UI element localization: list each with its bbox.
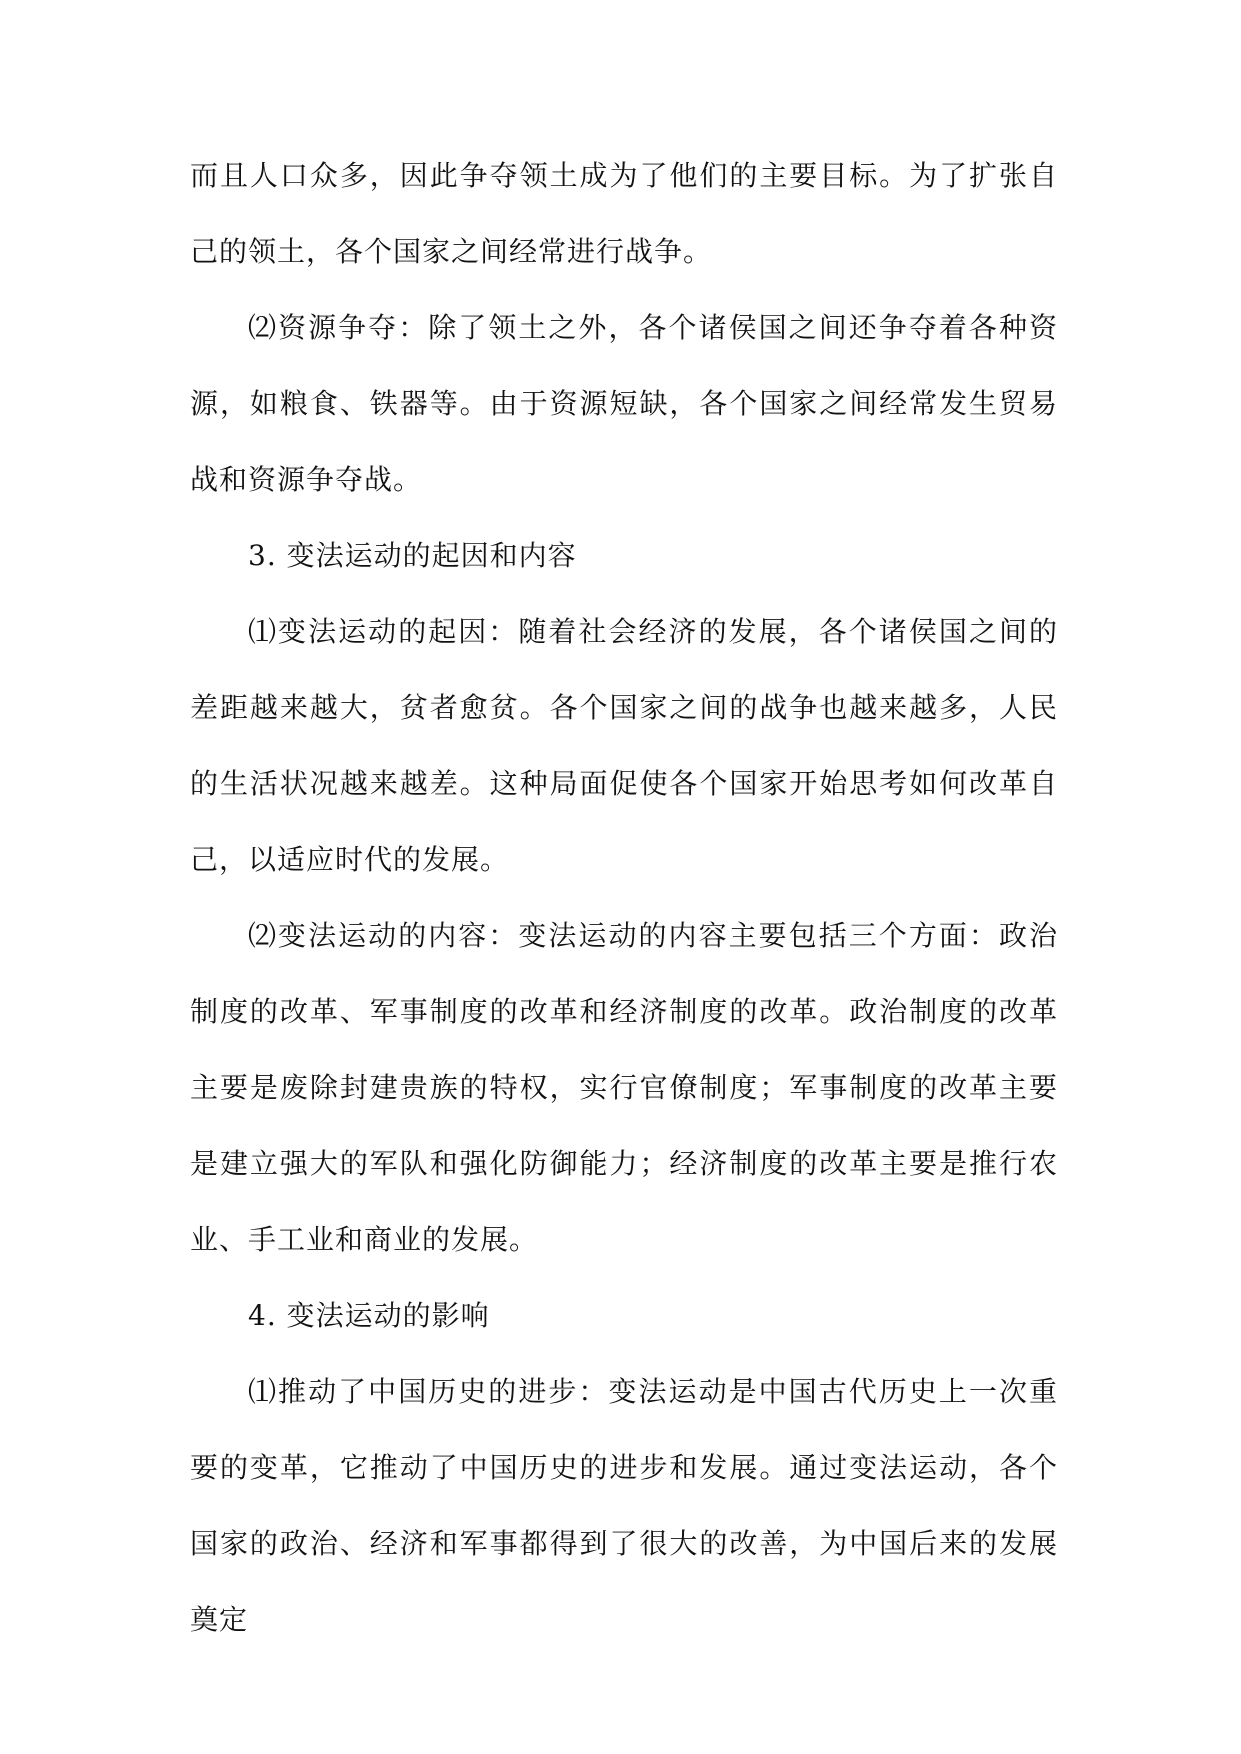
paragraph-reform-impact: ⑴推动了中国历史的进步：变法运动是中国古代历史上一次重要的变革，它推动了中国历史的进步和发展。通过变法运动，各个国家的政治、经济和军事都得到了很大的改善，为中国后来的发展奠定 — [190, 1375, 1058, 1636]
document-body — [190, 138, 1058, 1658]
paragraph-continued: 而且人口众多，因此争夺领土成为了他们的主要目标。为了扩张自己的领土，各个国家之间经常进行战争。 — [190, 159, 1058, 268]
paragraph-reform-causes: ⑴变法运动的起因：随着社会经济的发展，各个诸侯国之间的差距越来越大，贫者愈贫。各个国家之间的战争也越来越多，人民的生活状况越来越差。这种局面促使各个国家开始思考如何改革自己，以适应时代的发展。 — [190, 615, 1058, 876]
section-heading-reform-impact: 4. 变法运动的影响 — [248, 1299, 490, 1332]
paragraph-reform-content: ⑵变法运动的内容：变法运动的内容主要包括三个方面：政治制度的改革、军事制度的改革和经济制度的改革。政治制度的改革主要是废除封建贵族的特权，实行官僚制度；军事制度的改革主要是建立强大的军队和强化防御能力；经济制度的改革主要是推行农业、手工业和商业的发展。 — [190, 919, 1058, 1256]
section-heading-reform-causes: 3. 变法运动的起因和内容 — [248, 539, 577, 572]
paragraph-resource-competition: ⑵资源争夺：除了领土之外，各个诸侯国之间还争夺着各种资源，如粮食、铁器等。由于资源短缺，各个国家之间经常发生贸易战和资源争夺战。 — [190, 311, 1058, 496]
